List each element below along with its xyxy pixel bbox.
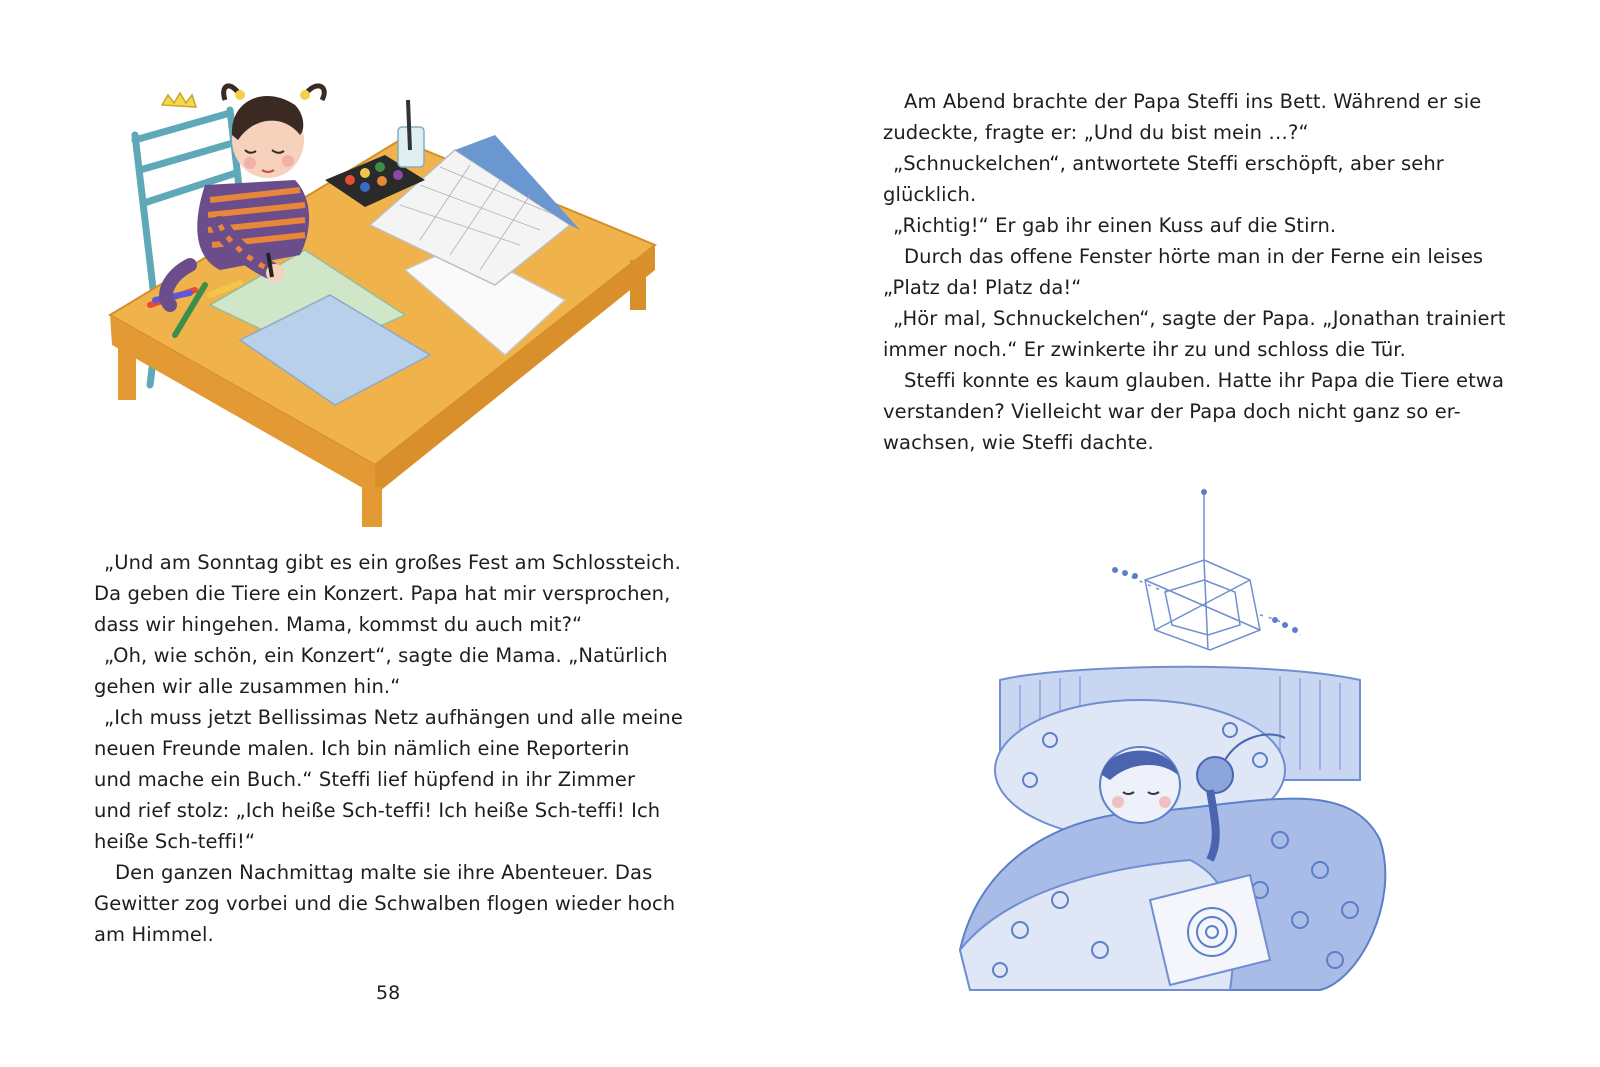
text-line: zudeckte, fragte er: „Und du bist mein …?“	[883, 121, 1309, 144]
text-line: Durch das offene Fenster hörte man in der Ferne ein leises	[904, 245, 1484, 268]
right-page-text	[883, 86, 1506, 458]
text-line: Den ganzen Nachmittag malte sie ihre Abenteuer. Das	[115, 861, 653, 884]
text-line: „Platz da! Platz da!“	[883, 276, 1082, 299]
text-line: „Und am Sonntag gibt es ein großes Fest am Schlossteich.	[104, 551, 681, 574]
text-line: heiße Sch-teffi!“	[94, 830, 256, 853]
right-page	[800, 0, 1600, 1067]
text-line: immer noch.“ Er zwinkerte ihr zu und schloss die Tür.	[883, 338, 1406, 361]
text-line: und rief stolz: „Ich heiße Sch-teffi! Ich heiße Sch-teffi! Ich	[94, 799, 661, 822]
text-line: „Hör mal, Schnuckelchen“, sagte der Papa. „Jonathan trainiert	[893, 307, 1506, 330]
text-line: glücklich.	[883, 183, 977, 206]
text-line: „Schnuckelchen“, antwortete Steffi erschöpft, aber sehr	[893, 152, 1444, 175]
text-line: verstanden? Vielleicht war der Papa doch nicht ganz so er-	[883, 400, 1461, 423]
text-line: neuen Freunde malen. Ich bin nämlich eine Reporterin	[94, 737, 630, 760]
text-line: Am Abend brachte der Papa Steffi ins Bett. Während er sie	[904, 90, 1482, 113]
text-line: „Richtig!“ Er gab ihr einen Kuss auf die Stirn.	[893, 214, 1337, 237]
text-line: wachsen, wie Steffi dachte.	[883, 431, 1154, 454]
text-line: am Himmel.	[94, 923, 214, 946]
girl-sleeping-in-bed-illustration	[940, 480, 1410, 1000]
text-line: und mache ein Buch.“ Steffi lief hüpfend in ihr Zimmer	[94, 768, 636, 791]
spiderweb-mobile	[1115, 490, 1300, 650]
girl-drawing-at-desk-illustration	[100, 55, 680, 535]
sleeping-girl	[1100, 747, 1180, 823]
left-page-text	[94, 547, 683, 950]
water-glass	[398, 100, 424, 167]
text-line: Da geben die Tiere ein Konzert. Papa hat mir versprochen,	[94, 582, 671, 605]
text-line: dass wir hingehen. Mama, kommst du auch mit?“	[94, 613, 583, 636]
text-line: Gewitter zog vorbei und die Schwalben flogen wieder hoch	[94, 892, 676, 915]
text-line: „Oh, wie schön, ein Konzert“, sagte die Mama. „Natürlich	[104, 644, 668, 667]
text-line: gehen wir alle zusammen hin.“	[94, 675, 401, 698]
crown-icon	[162, 93, 196, 107]
text-line: „Ich muss jetzt Bellissimas Netz aufhängen und alle meine	[104, 706, 683, 729]
text-line: Steffi konnte es kaum glauben. Hatte ihr Papa die Tiere etwa	[904, 369, 1504, 392]
page-number: 58	[376, 982, 401, 1004]
